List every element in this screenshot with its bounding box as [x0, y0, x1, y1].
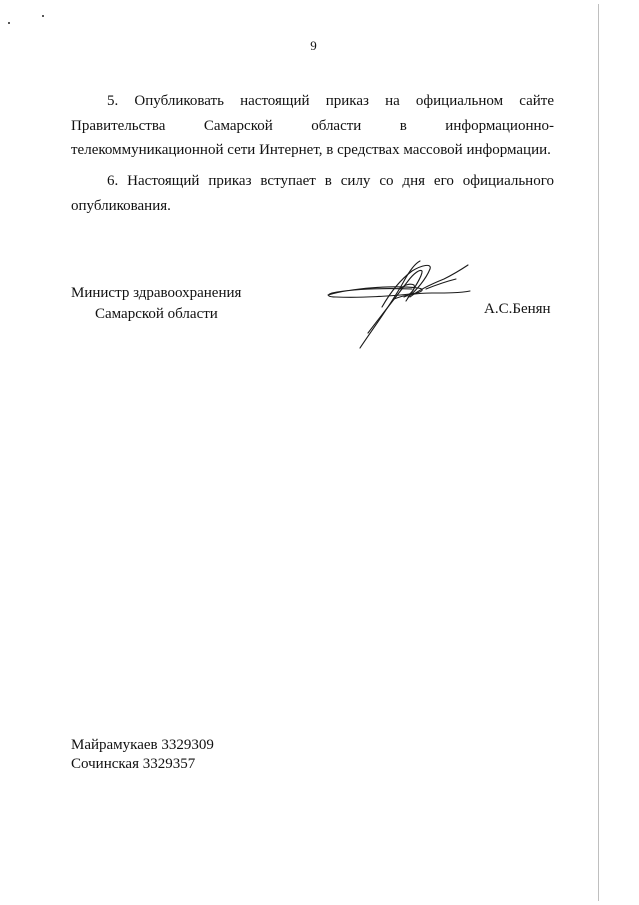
paragraph-6-line-1: 6. Настоящий приказ вступает в силу со дня его официального [107, 173, 554, 189]
page-number: 9 [310, 38, 317, 53]
scan-speck [8, 22, 10, 24]
scan-speck [42, 15, 44, 17]
handwritten-signature [322, 255, 482, 350]
paragraph-5-line-3: телекоммуникационной сети Интернет, в средствах массовой информации. [71, 142, 551, 158]
contact-line: Сочинская 3329357 [71, 756, 196, 772]
page-edge-line [598, 4, 599, 901]
signatory-title-line-2: Самарской области [95, 306, 218, 322]
signatory-title-line-1: Министр здравоохранения [71, 285, 242, 301]
paragraph-6 [71, 169, 554, 218]
paragraph-5-line-2: Правительства Самарской области в информационно- [71, 117, 554, 134]
signatory-name: А.С.Бенян [484, 301, 551, 317]
paragraph-5-line-1: 5. Опубликовать настоящий приказ на официальном сайте [107, 93, 554, 109]
contacts-block [71, 736, 214, 774]
contact-line: Майрамукаев 3329309 [71, 737, 214, 753]
signatory-title [71, 283, 241, 325]
paragraph-5 [71, 89, 554, 163]
paragraph-6-line-2: опубликования. [71, 197, 171, 214]
